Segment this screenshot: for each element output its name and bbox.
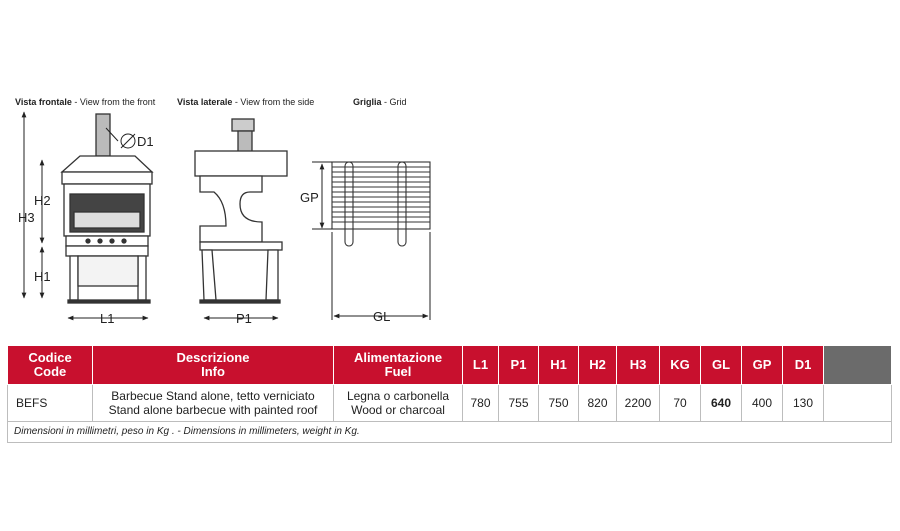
header-desc xyxy=(93,346,334,385)
header-h2: H2 xyxy=(579,346,617,385)
side-view-title-en: - View from the side xyxy=(232,97,315,107)
header-d1: D1 xyxy=(783,346,824,385)
dim-gl-label: GL xyxy=(373,309,391,324)
cell-desc-it: Barbecue Stand alone, tetto verniciato xyxy=(111,389,315,403)
cell-blank xyxy=(824,385,892,422)
cell-fuel-it: Legna o carbonella xyxy=(346,389,450,403)
dim-p1-label: P1 xyxy=(236,311,252,326)
cell-gl: 640 xyxy=(701,385,742,422)
dim-h2-label: H2 xyxy=(34,193,51,208)
header-fuel-en: Fuel xyxy=(384,364,412,379)
header-p1: P1 xyxy=(499,346,539,385)
side-view-drawing xyxy=(195,119,287,303)
header-code-it: Codice xyxy=(28,350,72,365)
front-view-title-it: Vista frontale xyxy=(15,97,72,107)
header-code xyxy=(8,346,93,385)
header-fuel xyxy=(334,346,463,385)
header-l1: L1 xyxy=(463,346,499,385)
cell-h1: 750 xyxy=(539,385,579,422)
header-gl: GL xyxy=(701,346,742,385)
cell-p1: 755 xyxy=(499,385,539,422)
grid-view-title-en: - Grid xyxy=(381,97,407,107)
cell-desc-en: Stand alone barbecue with painted roof xyxy=(108,403,318,417)
header-desc-en: Info xyxy=(201,364,225,379)
cell-d1: 130 xyxy=(783,385,824,422)
header-h3: H3 xyxy=(617,346,660,385)
header-gp: GP xyxy=(742,346,783,385)
side-view-title-it: Vista laterale xyxy=(177,97,233,107)
cell-h3: 2200 xyxy=(617,385,660,422)
cell-gp: 400 xyxy=(742,385,783,422)
grid-drawing xyxy=(332,162,430,246)
table-note-row xyxy=(8,422,892,443)
dim-h3-label: H3 xyxy=(18,210,35,225)
cell-fuel-en: Wood or charcoal xyxy=(351,403,445,417)
header-code-en: Code xyxy=(33,364,67,379)
table-note: Dimensioni in millimetri, peso in Kg . - Dimensions in millimeters, weight in Kg. xyxy=(8,422,892,443)
front-view-title-en: - View from the front xyxy=(71,97,156,107)
dim-gp-label: GP xyxy=(300,190,319,205)
header-fuel-it: Alimentazione xyxy=(353,350,443,365)
dim-h1-label: H1 xyxy=(34,269,51,284)
dim-d1-label: D1 xyxy=(137,134,154,149)
cell-h2: 820 xyxy=(579,385,617,422)
spec-table-header xyxy=(8,346,892,385)
header-blank xyxy=(824,346,892,385)
cell-kg: 70 xyxy=(660,385,701,422)
cell-fuel xyxy=(334,385,463,422)
header-h1: H1 xyxy=(539,346,579,385)
cell-code: BEFS xyxy=(8,385,93,422)
grid-dimensions xyxy=(312,162,430,320)
cell-desc xyxy=(93,385,334,422)
header-kg: KG xyxy=(660,346,701,385)
header-desc-it: Descrizione xyxy=(176,350,250,365)
grid-view-title-it: Griglia xyxy=(353,97,382,107)
dim-l1-label: L1 xyxy=(100,311,115,326)
cell-l1: 780 xyxy=(463,385,499,422)
spec-table xyxy=(7,345,892,443)
table-row xyxy=(8,385,892,422)
